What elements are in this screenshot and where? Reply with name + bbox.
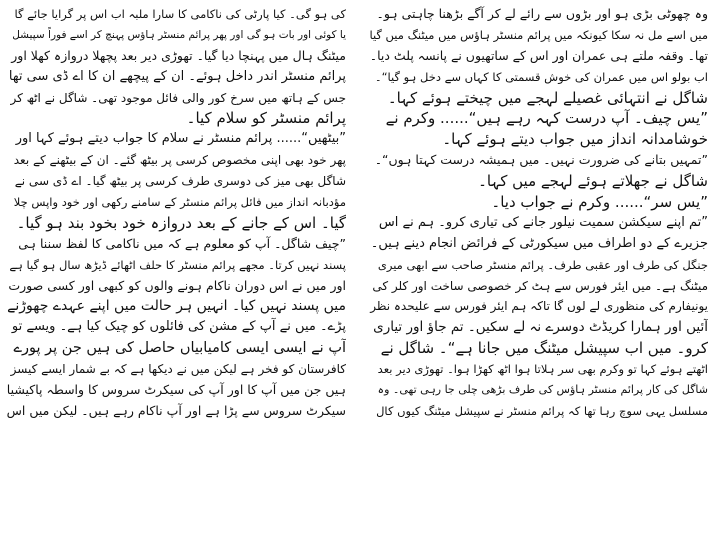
text-line: خوشامدانہ انداز میں جواب دیتے ہوئے کہا۔ [442,130,708,149]
text-line: سیکرٹ سروس سے پڑا ہے اور آپ ناکام رہے ہیں۔ لیکن میں اس [6,402,346,418]
text-line: میٹنگ ہال میں پہنچا دیا گیا۔ تھوڑی دیر بعد پچھلا دروازہ کھلا اور [11,47,346,63]
text-line: کافرستان کو فخر ہے لیکن میں نے دیکھا ہے کہ بے شمار ایسے کیسز [10,362,346,377]
text-line: گیا۔ اس کے جانے کے بعد دروازہ خود بخود بند ہو گیا۔ [16,213,346,232]
text-line: یونیفارم کی منظوری لے لوں گا تاکہ ہم ایئر فورس سے علیحدہ نظر [370,299,708,314]
text-line: ”چیف شاگل۔ آپ کو معلوم ہے کہ میں ناکامی کا لفظ سننا ہی [18,235,346,251]
text-line: میں پسند نہیں کیا۔ انہیں ہر حالت میں اپنے عہدے چھوڑنے [7,298,346,315]
text-line: پرائم منسٹر اندر داخل ہوئے۔ ان کے پیچھے ان کا اے ڈی سی تھا [8,68,346,84]
text-line: شاگل نے جھلاتے ہوئے لہجے میں کہا۔ [478,172,708,191]
text-line: مسلسل یہی سوچ رہا تھا کہ پرائم منسٹر نے سپیشل میٹنگ کیوں کال [376,403,708,418]
text-line: شاگل بھی میز کی دوسری طرف کرسی پر بیٹھ گیا۔ اے ڈی سی نے [14,174,346,189]
text-line: پرائم منسٹر کو سلام کیا۔ [186,109,346,128]
text-line: ”تمہیں بتانے کی ضرورت نہیں۔ میں ہمیشہ درست کہتا ہوں“۔ [374,152,708,168]
text-line: ”یس چیف۔ آپ درست کہہ رہے ہیں“...... وکرم نے [385,109,708,128]
text-line: وہ چھوٹی بڑی ہو اور بڑوں سے رائے لے کر آگے بڑھنا چاہتی ہو۔ [376,6,708,21]
text-line: کی ہو گی۔ کیا پارٹی کی ناکامی کا سارا ملبہ اب اس پر گرایا جائے گا [14,7,346,21]
text-line: میں اسے مل نہ سکا کیونکہ میں پرائم منسٹر ہاؤس میں میٹنگ میں گیا [369,27,708,42]
text-line: پڑے۔ میں نے آپ کے مشن کی فائلوں کو چیک کیا ہے۔ ویسے تو [11,319,346,335]
text-line: جزیرے کے دو اطراف میں سیکورٹی کے فرائض انجام دینے ہیں۔ [370,235,708,251]
text-line: آپ نے ایسی ایسی کامیابیاں حاصل کی ہیں جن پر پورے [13,340,346,357]
text-line: اور میں نے اس دوران ناکام ہونے والوں کو کبھی اور کسی صورت [8,277,346,293]
text-line: ”تم اپنے سیکشن سمیت نیلور جانے کی تیاری کرو۔ ہم نے اس [378,214,708,230]
text-line: یا کوئی اور بات ہو گی اور پھر پرائم منسٹر ہاؤس پہنچ کر اسے فوراً سپیشل [12,28,346,41]
text-line: اٹھتے ہوئے کہا تو وکرم بھی سر ہلاتا ہوا اٹھ کھڑا ہوا۔ تھوڑی دیر بعد [377,362,708,377]
text-line: شاگل کی کار پرائم منسٹر ہاؤس کی طرف بڑھی چلی جا رہی تھی۔ وہ [377,383,708,397]
text-line: آئیں اور ہمارا کریڈٹ دوسرے نہ لے سکیں۔ تم جاؤ اور تیاری [373,319,708,336]
text-line: اب بولو اس میں عمران کی خوش قسمتی کا کہاں سے دخل ہو گیا“۔ [374,69,708,84]
left-column [6,4,346,552]
text-line: کرو۔ میں اب سپیشل میٹنگ میں جانا ہے“۔ شاگل نے [380,339,708,358]
text-line: میٹنگ ہے۔ میں ایئر فورس سے ہٹ کر خصوصی ساخت اور کلر کی [372,278,708,293]
text-line: شاگل نے انتہائی غصیلے لہجے میں چیختے ہوئے کہا۔ [387,88,708,107]
text-line: جنگل کی طرف اور عقبی طرف۔ پرائم منسٹر صاحب سے ابھی میری [377,257,708,272]
text-line: جس کے ہاتھ میں سرخ کور والی فائل موجود تھی۔ شاگل نے اٹھ کر [10,90,346,105]
text-line: ”بیٹھیں“...... پرائم منسٹر نے سلام کا جواب دیتے ہوئے کہا اور [15,131,346,147]
right-column [368,4,708,552]
text-line: ”یس سر“...... وکرم نے جواب دیا۔ [491,193,708,212]
text-line: تھا۔ وقفہ ملتے ہی عمران اور اس کے ساتھیوں نے پانسہ پلٹ دیا۔ [369,47,708,63]
text-line: مؤدبانہ انداز میں فائل پرائم منسٹر کے سامنے رکھی اور خود واپس چلا [13,195,346,210]
text-line: پسند نہیں کرتا۔ مجھے پرائم منسٹر کا حلف اٹھائے ڈیڑھ سال ہو گیا ہے [9,257,346,272]
text-line: ہیں جن میں آپ کا اور آپ کی سیکرٹ سروس کا واسطہ پاکیشیا [6,382,346,398]
text-line: پھر خود بھی اپنی مخصوص کرسی پر بیٹھ گئے۔ ان کے بیٹھنے کے بعد [13,153,346,168]
